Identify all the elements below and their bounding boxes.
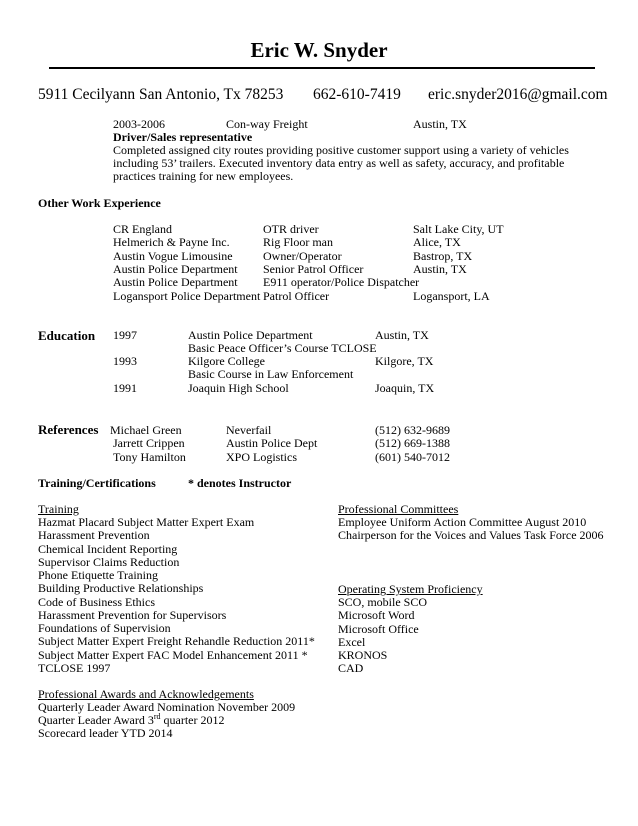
- work-employer: Austin Vogue Limousine: [113, 248, 233, 263]
- references-heading: References: [38, 422, 99, 437]
- os-item: KRONOS: [338, 648, 388, 662]
- job-location: Austin, TX: [413, 117, 467, 131]
- work-location: Salt Lake City, UT: [413, 222, 504, 236]
- phone: 662-610-7419: [313, 86, 401, 103]
- reference-name: Michael Green: [110, 423, 182, 437]
- resume-name: Eric W. Snyder: [250, 38, 388, 62]
- training-item: TCLOSE 1997: [38, 660, 111, 675]
- work-employer: CR England: [113, 222, 172, 236]
- work-location: Alice, TX: [413, 235, 461, 250]
- work-location: Austin, TX: [413, 261, 467, 276]
- os-item: Excel: [338, 634, 366, 649]
- training-item: Subject Matter Expert Freight Rehandle Reduction 2011*: [38, 634, 315, 649]
- training-item: Harassment Prevention for Supervisors: [38, 607, 227, 622]
- edu-year: 1993: [113, 354, 137, 368]
- education-heading: Education: [38, 328, 96, 343]
- work-employer: Helmerich & Payne Inc.: [113, 235, 230, 250]
- reference-org: Austin Police Dept: [226, 436, 318, 451]
- committee-item: Chairperson for the Voices and Values Task Force 2006: [338, 528, 604, 543]
- training-cert-heading: Training/Certifications: [38, 476, 156, 490]
- os-item: SCO, mobile SCO: [338, 595, 428, 609]
- committee-item: Employee Uniform Action Committee August 2010: [338, 515, 587, 529]
- work-employer: Austin Police Department: [113, 275, 238, 290]
- edu-note: Basic Peace Officer’s Course TCLOSE: [188, 341, 377, 355]
- work-employer: Logansport Police Department: [113, 288, 261, 303]
- work-location: Bastrop, TX: [413, 248, 473, 263]
- training-item: Code of Business Ethics: [38, 594, 155, 609]
- os-item: Microsoft Word: [338, 608, 415, 623]
- work-role: Patrol Officer: [263, 288, 330, 303]
- address: 5911 Cecilyann San Antonio, Tx 78253: [38, 86, 284, 103]
- training-item: Subject Matter Expert FAC Model Enhancement 2011 *: [38, 647, 308, 662]
- os-heading: Operating System Proficiency: [338, 582, 483, 596]
- work-role: E911 operator/Police Dispatcher: [263, 275, 420, 290]
- reference-phone: (601) 540-7012: [375, 449, 450, 464]
- edu-year: 1991: [113, 381, 137, 395]
- training-item: Harassment Prevention: [38, 528, 150, 543]
- edu-school: Kilgore College: [188, 354, 265, 368]
- reference-org: Neverfail: [226, 423, 272, 437]
- work-employer: Austin Police Department: [113, 261, 238, 276]
- edu-school: Joaquin High School: [188, 381, 289, 395]
- instructor-note: * denotes Instructor: [188, 476, 292, 490]
- award-item: Scorecard leader YTD 2014: [38, 726, 173, 740]
- reference-name: Jarrett Crippen: [113, 436, 185, 451]
- training-item: Hazmat Placard Subject Matter Expert Exam: [38, 515, 255, 529]
- award-item: Quarter Leader Award 3rd quarter 2012: [38, 712, 225, 727]
- edu-location: Kilgore, TX: [375, 354, 434, 368]
- edu-note: Basic Course in Law Enforcement: [188, 367, 354, 381]
- work-role: OTR driver: [263, 222, 319, 236]
- header-divider: [49, 67, 595, 69]
- job-summary: Completed assigned city routes providing positive customer support using a variety of vehicles including 53’ trailers. Executed inventory data entry as well as safety, accuracy, and profitable practices training for new employees.: [113, 143, 569, 183]
- job-company: Con-way Freight: [226, 117, 308, 131]
- work-role: Rig Floor man: [263, 235, 334, 250]
- work-role: Owner/Operator: [263, 248, 342, 263]
- training-item: Chemical Incident Reporting: [38, 541, 178, 556]
- edu-location: Joaquin, TX: [375, 381, 435, 395]
- reference-org: XPO Logistics: [226, 449, 298, 464]
- work-role: Senior Patrol Officer: [263, 261, 364, 276]
- job-title: Driver/Sales representative: [113, 130, 253, 144]
- training-heading: Training: [38, 502, 79, 516]
- edu-location: Austin, TX: [375, 328, 429, 342]
- reference-phone: (512) 632-9689: [375, 423, 450, 437]
- award-item: Quarterly Leader Award Nomination November 2009: [38, 700, 296, 714]
- training-item: Supervisor Claims Reduction: [38, 554, 180, 569]
- training-item: Building Productive Relationships: [38, 581, 204, 596]
- reference-phone: (512) 669-1388: [375, 436, 450, 451]
- os-item: Microsoft Office: [338, 621, 419, 636]
- edu-school: Austin Police Department: [188, 328, 313, 342]
- email: eric.snyder2016@gmail.com: [428, 86, 608, 103]
- work-location: Logansport, LA: [413, 288, 490, 303]
- training-item: Phone Etiquette Training: [38, 568, 158, 582]
- other-work-heading: Other Work Experience: [38, 196, 161, 210]
- awards-heading: Professional Awards and Acknowledgements: [38, 687, 254, 701]
- os-item: CAD: [338, 661, 364, 676]
- edu-year: 1997: [113, 328, 137, 342]
- job-dates: 2003-2006: [113, 117, 165, 131]
- training-item: Foundations of Supervision: [38, 621, 171, 635]
- reference-name: Tony Hamilton: [113, 449, 186, 464]
- committees-heading: Professional Committees: [338, 502, 459, 516]
